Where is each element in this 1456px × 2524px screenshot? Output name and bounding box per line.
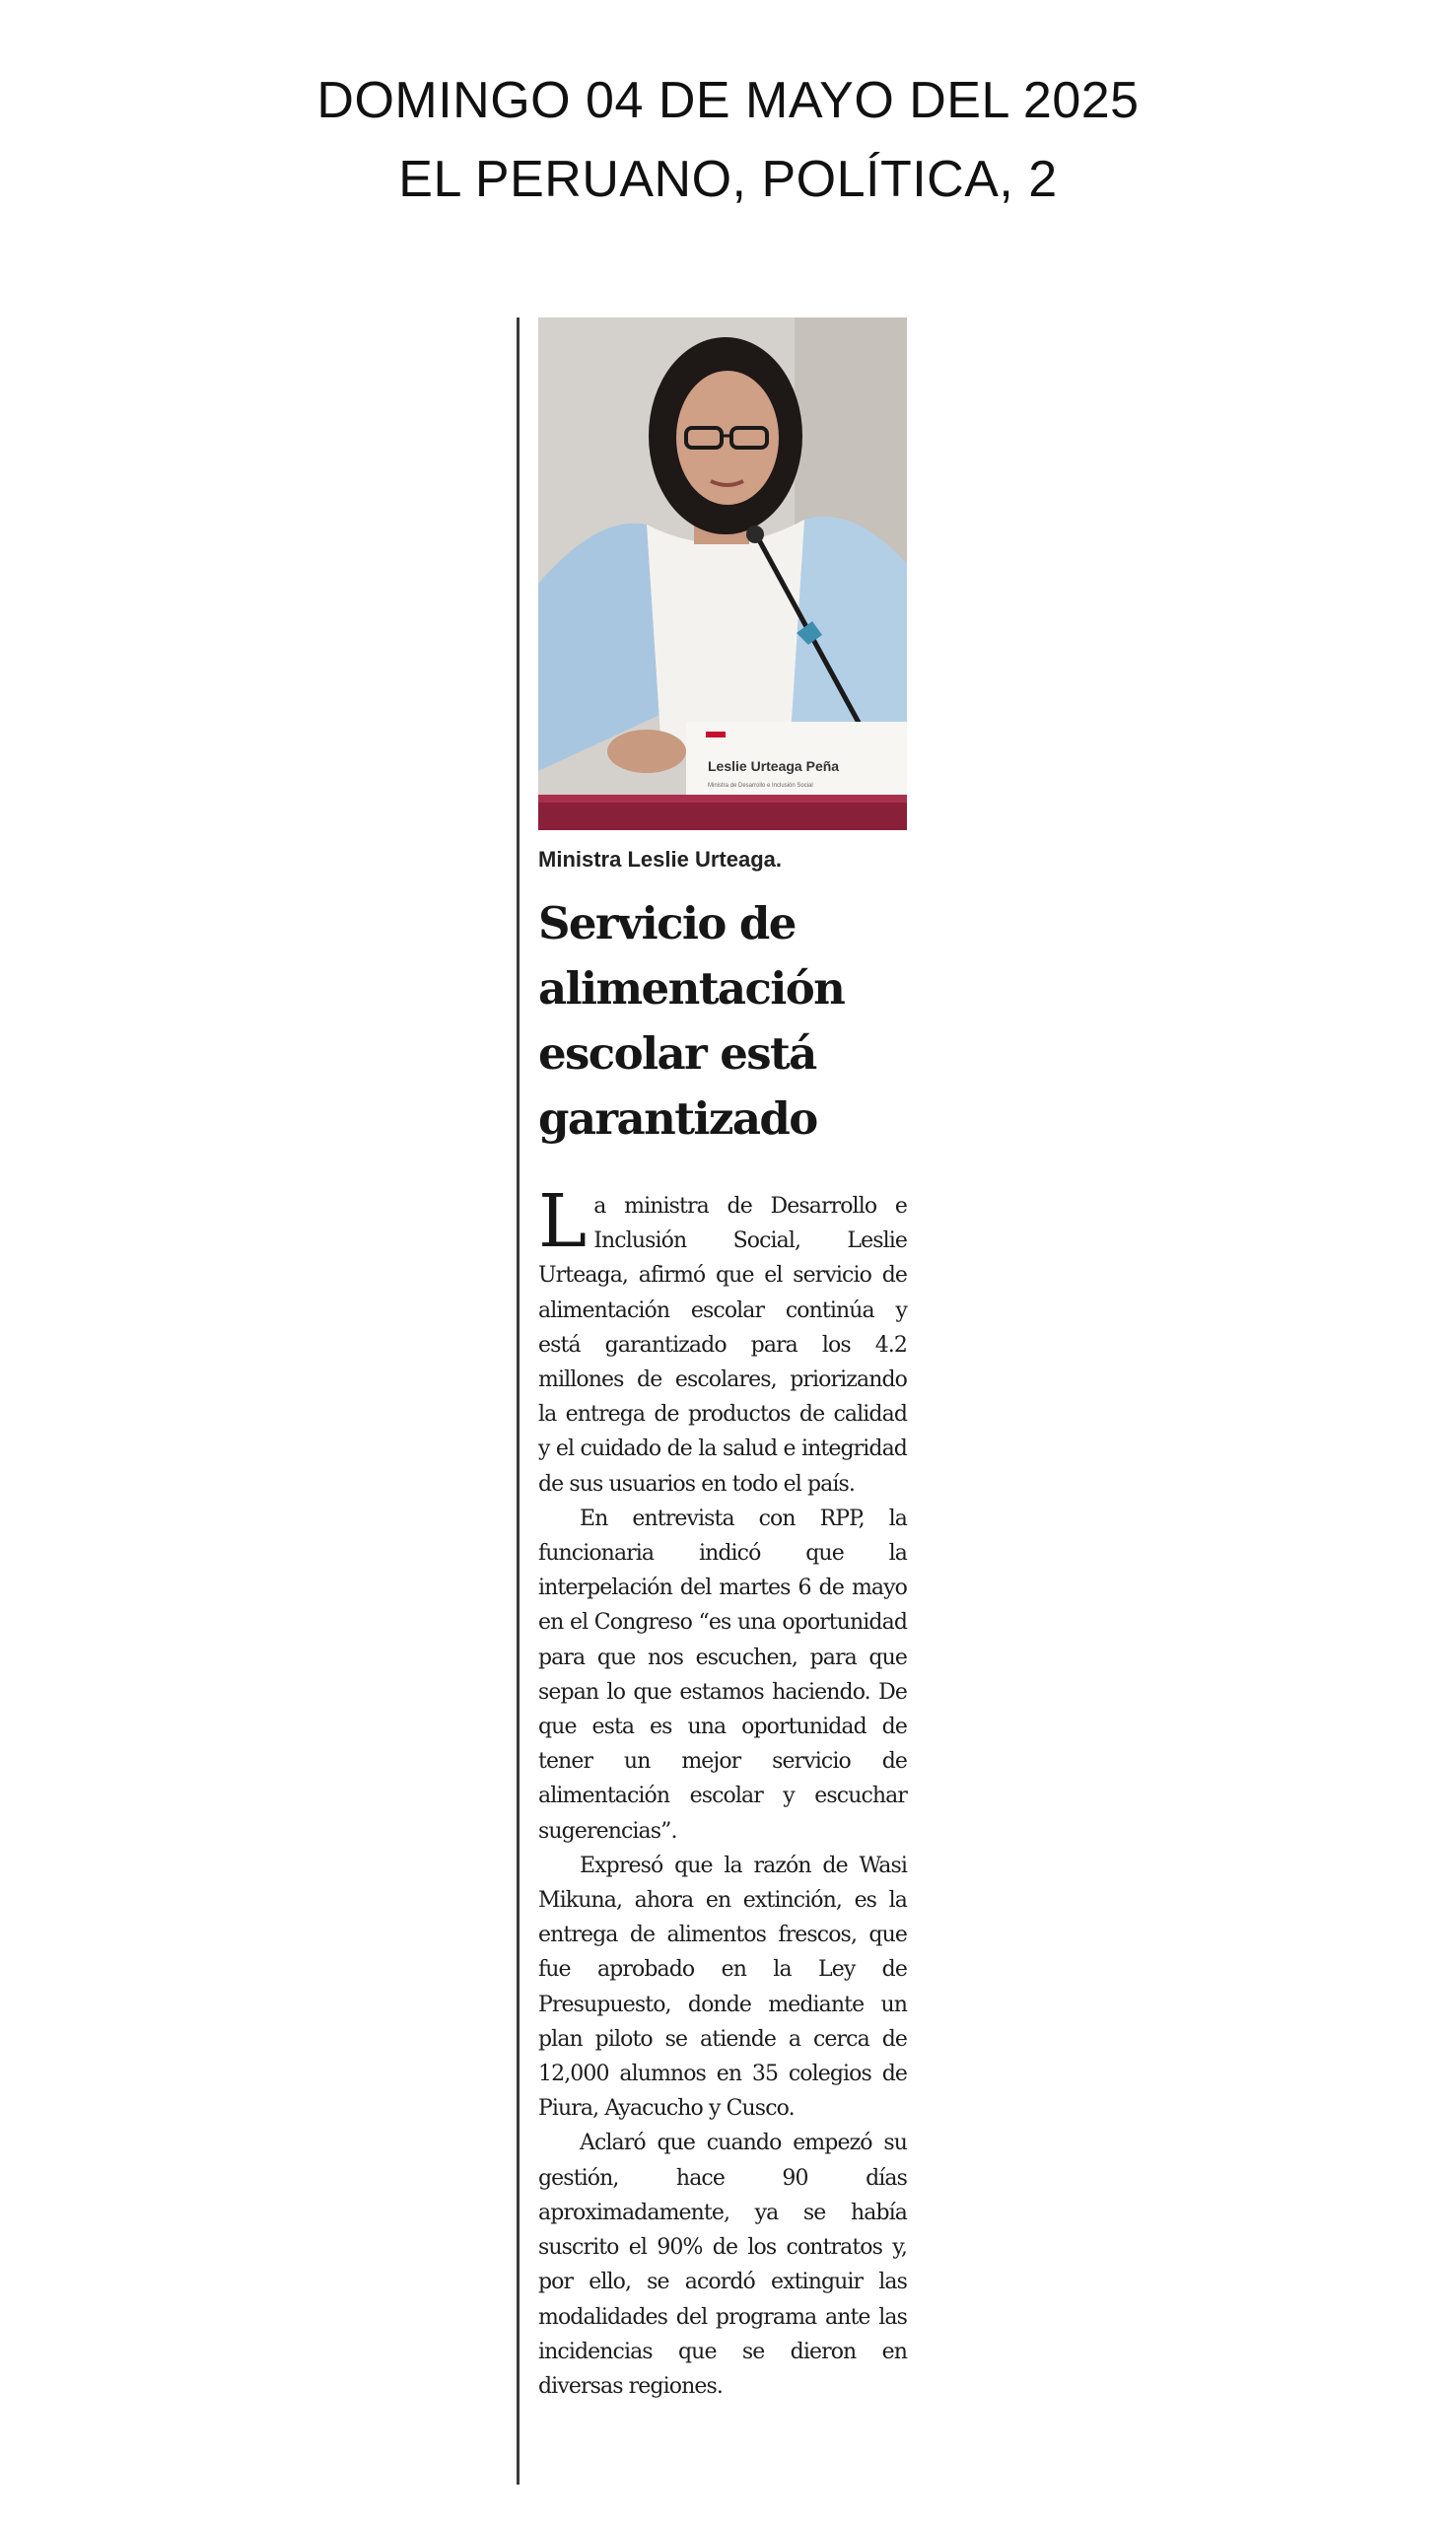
article-paragraph-3: Expresó que la razón de Wasi Mikuna, ahora en extinción, es la entrega de alimentos frescos, que fue aprobado en la Ley de Presupuesto, donde mediante un plan piloto se atiende a cerca de 12,000 alumnos en 35 colegios de Piura, Ayacucho y Cusco. [538,1853,907,2122]
page-header [0,61,1456,219]
headline-line-3: escolar está [538,1027,816,1080]
article-paragraph-2: En entrevista con RPP, la funcionaria indicó que la interpelación del martes 6 de mayo en el Congreso “es una oportunidad para que nos escuchen, para que sepan lo que estamos haciendo. De que esta es una oportunidad de tener un mejor servicio de alimentación escolar y escuchar sugerencias”. [538,1506,907,1844]
header-date-line: DOMINGO 04 DE MAYO DEL 2025 [316,72,1140,129]
column-rule [517,317,520,2485]
headline-line-2: alimentación [538,962,845,1015]
minister-photo [538,317,907,830]
header-section-line: EL PERUANO, POLÍTICA, 2 [398,151,1058,208]
paragraph-1-text: a ministra de Desarrollo e Inclusión Social, Leslie Urteaga, afirmó que el servicio de alimentación escolar continúa y está garantizado para los 4.2 millones de escolares, priorizando la entrega de productos de calidad y el cuidado de la salud e integridad de sus usuarios en todo el país. [538,1194,907,1497]
article-paragraph-1 [538,1179,907,1502]
article-headline [538,891,907,1152]
headline-line-4: garantizado [538,1092,817,1145]
headline-line-1: Servicio de [538,897,796,949]
photo-caption: Ministra Leslie Urteaga. [538,847,782,872]
article-body [538,1179,907,2404]
article-paragraph-4: Aclaró que cuando empezó su gestión, hace 90 días aproximadamente, ya se había suscrito el 90% de los contratos y, por ello, se acordó extinguir las modalidades del programa ante las incidencias que se dieron en diversas regiones. [538,2131,907,2399]
nameplate-name: Leslie Urteaga Peña [708,758,840,774]
nameplate-title: Ministra de Desarrollo e Inclusión Social [708,783,813,789]
drop-cap: L [538,1179,587,1264]
article-column [538,317,907,2404]
minister-photo-illustration [538,317,907,830]
